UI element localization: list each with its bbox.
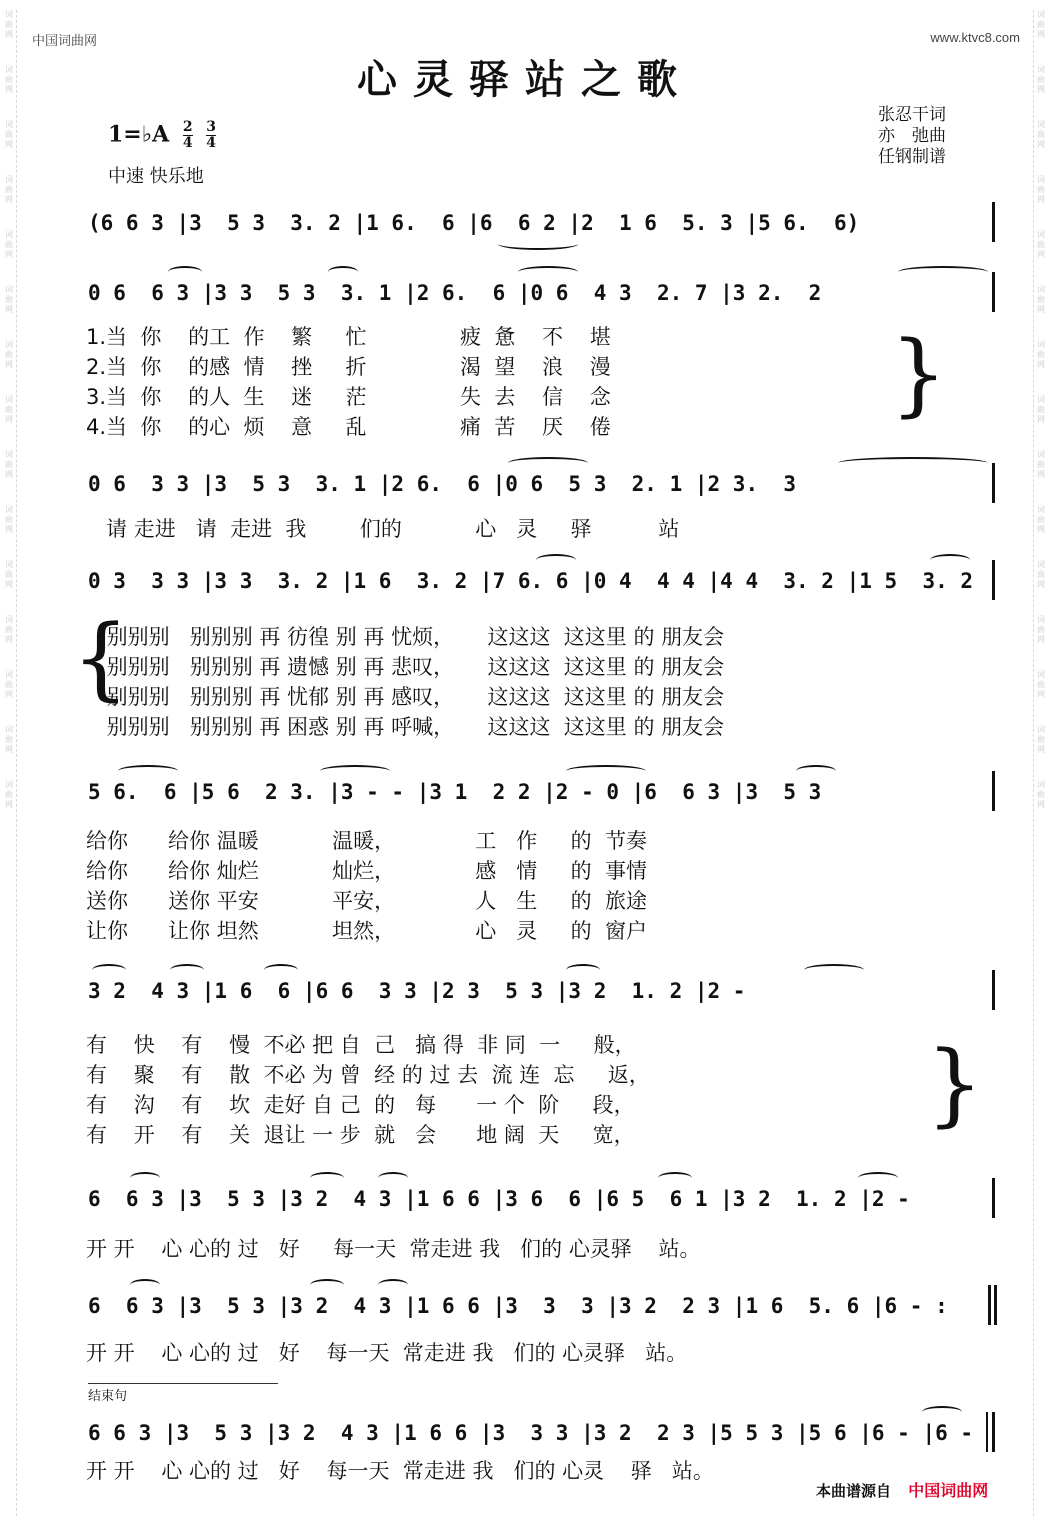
left-brace: { — [72, 606, 130, 711]
staff-3-notes: 0 6 3 3 |3 5 3 3. 1 |2 6. 6 |0 6 5 3 2. 1 |2 3. 3 — [88, 472, 797, 496]
lyrics-verse-c-1: 别别别 别别别 再 彷徨 别 再 忧烦， 这这这 这这里 的 朋友会 — [100, 625, 725, 649]
staff-4 — [88, 558, 996, 604]
staff-3-end-bar — [992, 463, 995, 503]
lyrics-verse-a-2: 2.当 你 的感 情 挫 折 渴 望 浪 漫 — [86, 355, 611, 379]
source-credit — [816, 1478, 988, 1501]
key-label: 1=♭A — [108, 121, 170, 148]
credits-block — [878, 105, 946, 168]
staff-9-notes: 6 6 3 |3 5 3 |3 2 4 3 |1 6 6 |3 3 3 |3 2 2 3 |5 5 3 |5 6 |6 - |6 - — [88, 1421, 974, 1445]
staff-4-end-bar — [992, 560, 995, 600]
lyrics-line-h-1: 开 开 心 心的 过 好 每一天 常走进 我 们的 心灵 驿 站。 — [86, 1459, 714, 1483]
lyrics-verse-d-3: 送你 送你 平安 平安， 人 生 的 旅途 — [86, 889, 648, 913]
time-signature-1 — [183, 120, 193, 151]
staff-1-end-bar — [992, 202, 995, 242]
lyrics-line-g — [86, 1338, 998, 1368]
staff-8-notes: 6 6 3 |3 5 3 |3 2 4 3 |1 6 6 |3 3 3 |3 2 2 3 |1 6 5. 6 |6 - : — [88, 1294, 948, 1318]
lyrics-verse-a — [86, 322, 998, 442]
staff-5-notes: 5 6. 6 |5 6 2 3. |3 - - |3 1 2 2 |2 - 0 |6 6 3 |3 5 3 — [88, 780, 822, 804]
lyrics-line-b — [86, 514, 998, 544]
lyricist-credit: 张忍干词 — [878, 105, 946, 125]
lyrics-verse-d — [86, 826, 998, 946]
left-watermark-strip: 词曲网 词曲网 词曲网 词曲网 词曲网 词曲网 词曲网 词曲网 词曲网 词曲网 词曲网 词曲网 词曲网 词曲网 词曲网 — [2, 10, 17, 1516]
staff-7-end-bar — [992, 1178, 995, 1218]
site-url-right: www.ktvc8.com — [930, 30, 1020, 45]
lyrics-verse-e-3: 有 沟 有 坎 走好 自 己 的 每 一 个 阶 段， — [86, 1093, 635, 1117]
lyrics-verse-d-2: 给你 给你 灿烂 灿烂， 感 情 的 事情 — [86, 859, 648, 883]
final-bar-thin — [986, 1412, 988, 1452]
ending-label: 结束句 — [88, 1383, 278, 1404]
lyrics-line-f-1: 开 开 心 心的 过 好 每一天 常走进 我 们的 心灵驿 站。 — [86, 1237, 701, 1261]
lyrics-line-b-1: 请 走进 请 走进 我 们的 心 灵 驿 站 — [86, 517, 680, 541]
staff-9 — [88, 1410, 996, 1456]
right-watermark-strip: 词曲网 词曲网 词曲网 词曲网 词曲网 词曲网 词曲网 词曲网 词曲网 词曲网 词曲网 词曲网 词曲网 词曲网 词曲网 — [1033, 10, 1048, 1516]
lyrics-verse-a-1: 1.当 你 的工 作 繁 忙 疲 惫 不 堪 — [86, 325, 611, 349]
repeat-bar — [988, 1285, 991, 1325]
lyrics-verse-c-2: 别别别 别别别 再 遗憾 别 再 悲叹， 这这这 这这里 的 朋友会 — [100, 655, 725, 679]
lyrics-verse-c-4: 别别别 别别别 再 困惑 别 再 呼喊， 这这这 这这里 的 朋友会 — [100, 715, 725, 739]
lyrics-verse-e-4: 有 开 有 关 退让 一 步 就 会 地 阔 天 宽， — [86, 1123, 635, 1147]
time-sig-1-bottom: 4 — [182, 135, 193, 151]
arranger-credit: 任钢制谱 — [878, 147, 946, 167]
staff-6 — [88, 968, 996, 1014]
staff-1-notes: (6 6 3 |3 5 3 3. 2 |1 6. 6 |6 6 2 |2 1 6 5. 3 |5 6. 6) — [88, 211, 860, 235]
time-sig-2-bottom: 4 — [206, 135, 217, 151]
lyrics-verse-d-4: 让你 让你 坦然 坦然， 心 灵 的 窗户 — [86, 919, 648, 943]
lyrics-verse-a-4: 4.当 你 的心 烦 意 乱 痛 苦 厌 倦 — [86, 415, 611, 439]
staff-8 — [88, 1283, 996, 1329]
time-sig-2-top: 3 — [206, 119, 217, 135]
staff-3 — [88, 461, 996, 507]
source-brand[interactable]: 中国词曲网 — [908, 1481, 989, 1500]
time-signature-2 — [206, 120, 216, 151]
staff-2-end-bar — [992, 272, 995, 312]
right-brace: } — [890, 322, 948, 427]
lyrics-line-f — [86, 1234, 998, 1264]
lyrics-line-g-1: 开 开 心 心的 过 好 每一天 常走进 我 们的 心灵驿 站。 — [86, 1341, 688, 1365]
lyrics-verse-e — [86, 1030, 998, 1150]
right-brace: } — [926, 1032, 984, 1137]
tie-mark — [498, 238, 578, 250]
lyrics-verse-d-1: 给你 给你 温暖 温暖， 工 作 的 节奏 — [86, 829, 648, 853]
song-title: 心灵驿站之歌 — [357, 56, 693, 103]
staff-5 — [88, 769, 996, 815]
staff-7 — [88, 1176, 996, 1222]
staff-5-end-bar — [992, 771, 995, 811]
staff-6-notes: 3 2 4 3 |1 6 6 |6 6 3 3 |2 3 5 3 |3 2 1. 2 |2 - — [88, 979, 746, 1003]
time-sig-1-top: 2 — [182, 119, 193, 135]
repeat-bar-thick — [994, 1285, 997, 1325]
staff-4-notes: 0 3 3 3 |3 3 3. 2 |1 6 3. 2 |7 6. 6 |0 4 4 4 |4 4 3. 2 |1 5 3. 2 — [88, 569, 974, 593]
staff-6-end-bar — [992, 970, 995, 1010]
staff-2 — [88, 270, 996, 316]
site-name-left: 中国词曲网 — [32, 33, 98, 48]
lyrics-verse-a-3: 3.当 你 的人 生 迷 茫 失 去 信 念 — [86, 385, 611, 409]
source-label: 本曲谱源自 — [816, 1482, 892, 1500]
staff-2-notes: 0 6 6 3 |3 3 5 3 3. 1 |2 6. 6 |0 6 4 3 2. 7 |3 2. 2 — [88, 281, 822, 305]
lyrics-verse-e-1: 有 快 有 慢 不必 把 自 己 搞 得 非 同 一 般， — [86, 1033, 636, 1057]
tempo-marking: 中速 快乐地 — [108, 166, 204, 187]
final-bar-thick — [992, 1412, 995, 1452]
staff-1 — [88, 200, 996, 246]
lyrics-verse-e-2: 有 聚 有 散 不必 为 曾 经 的 过 去 流 连 忘 返， — [86, 1063, 650, 1087]
composer-credit: 亦 弛曲 — [878, 126, 946, 146]
lyrics-verse-c — [100, 622, 1012, 742]
lyrics-verse-c-3: 别别别 别别别 再 忧郁 别 再 感叹， 这这这 这这里 的 朋友会 — [100, 685, 725, 709]
key-signature — [108, 120, 216, 151]
staff-7-notes: 6 6 3 |3 5 3 |3 2 4 3 |1 6 6 |3 6 6 |6 5 6 1 |3 2 1. 2 |2 - — [88, 1187, 910, 1211]
